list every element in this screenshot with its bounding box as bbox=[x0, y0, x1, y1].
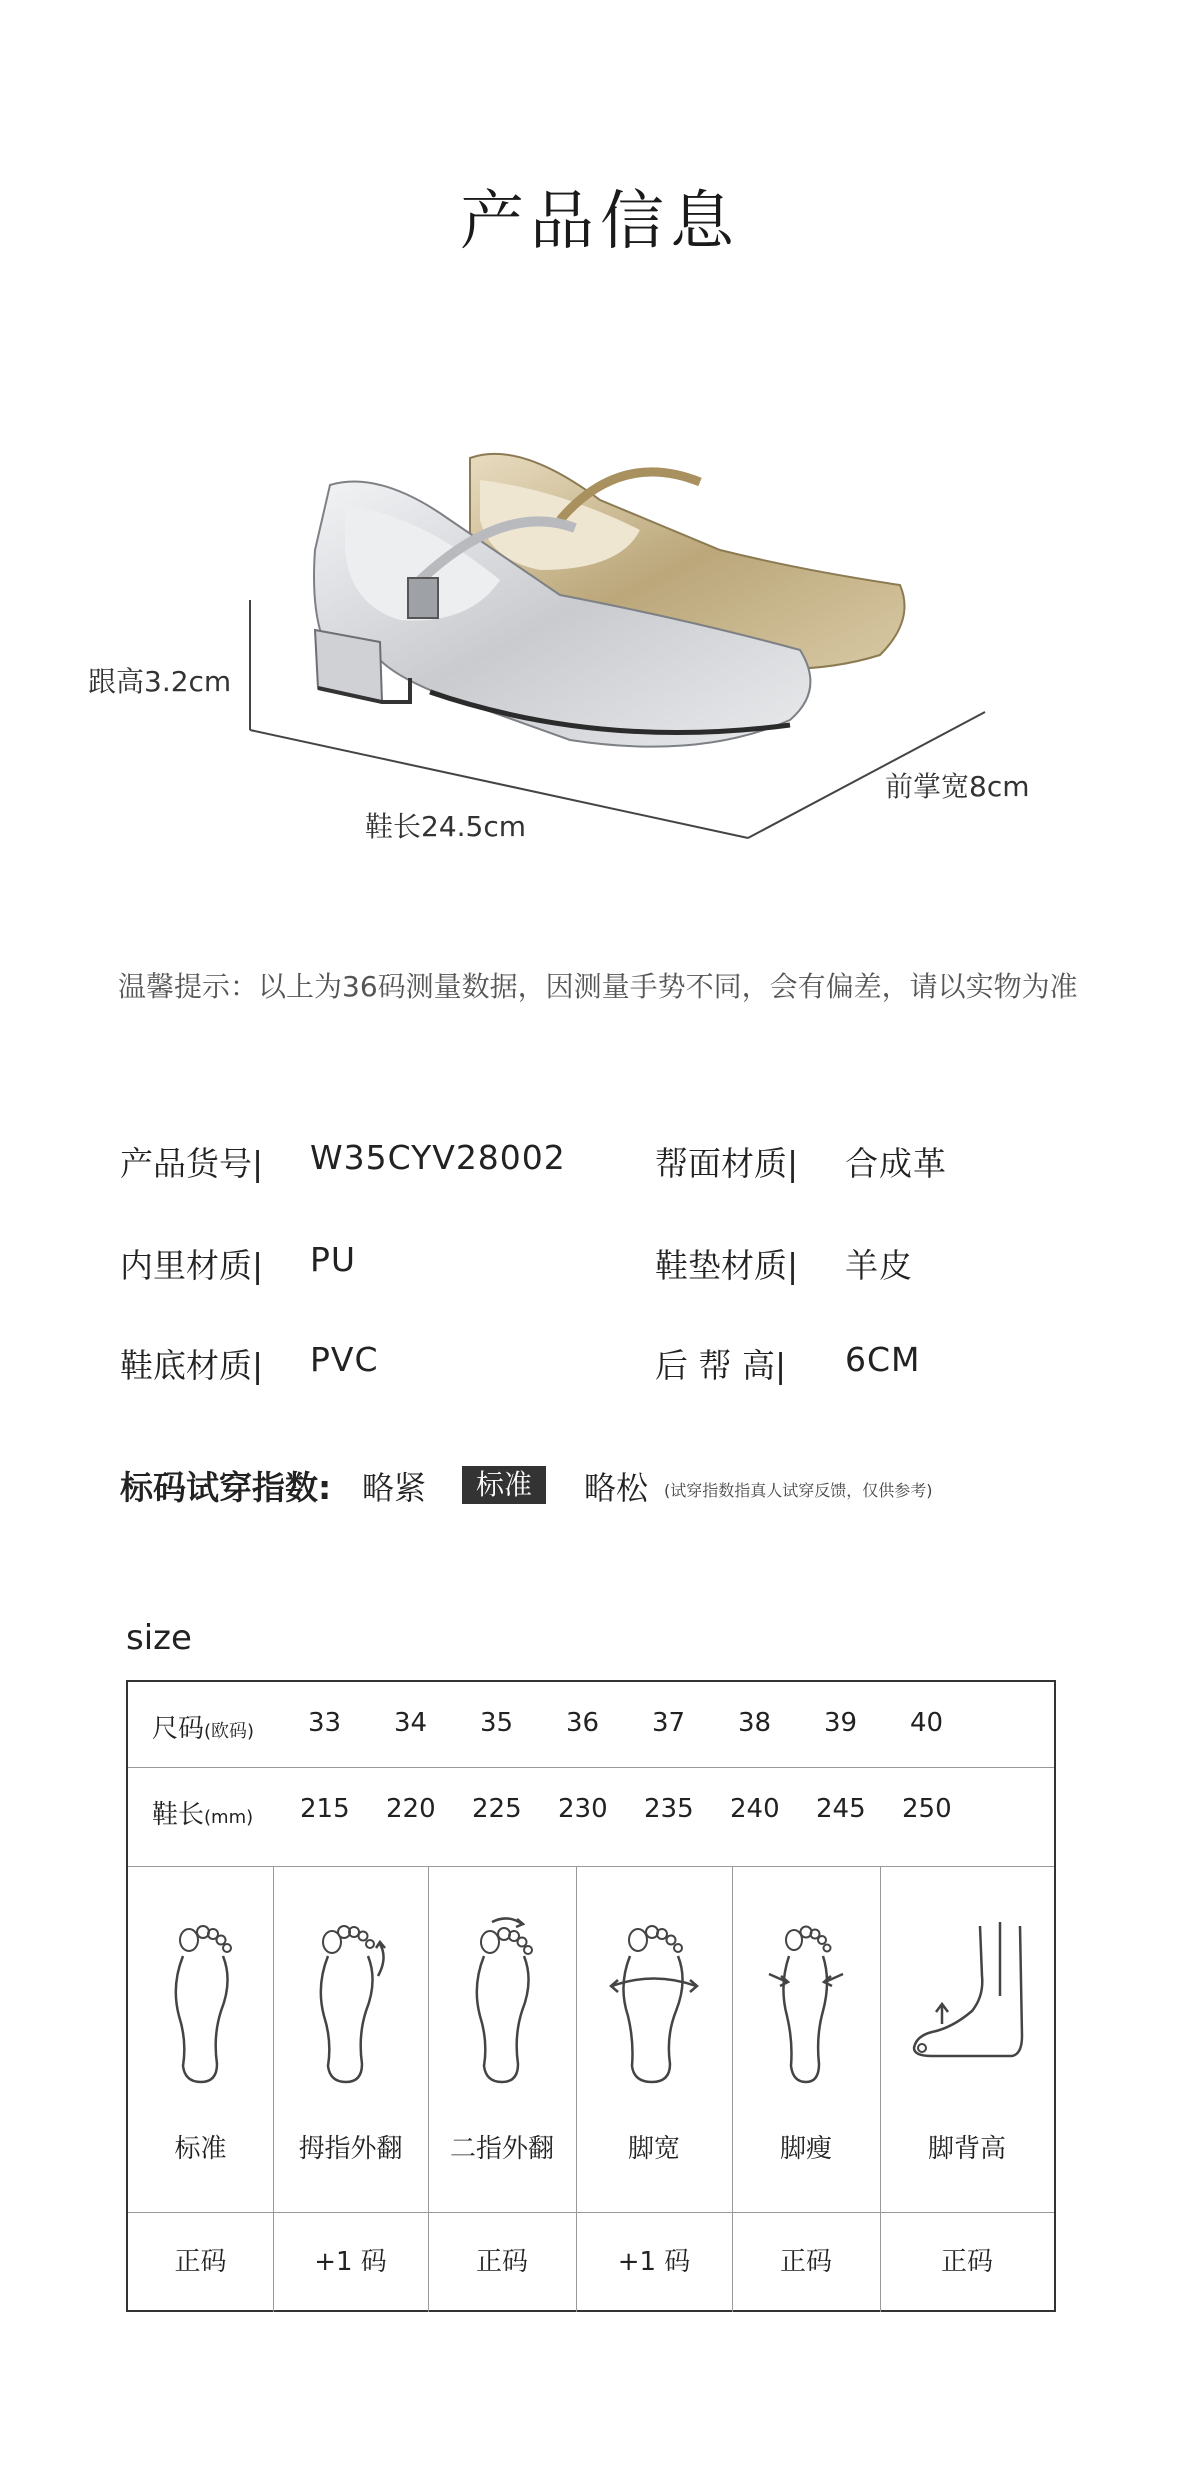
length-value: 230 bbox=[558, 1794, 608, 1824]
size-header-main: 尺码 bbox=[152, 1714, 205, 1744]
foot-high-instep-icon bbox=[902, 1916, 1032, 2086]
foot-standard-icon bbox=[161, 1916, 241, 2086]
length-value: 220 bbox=[386, 1794, 436, 1824]
product-image bbox=[0, 420, 1200, 880]
length-header-sub: (mm) bbox=[204, 1807, 254, 1828]
size-value: 36 bbox=[566, 1708, 600, 1738]
size-section-label: size bbox=[126, 1618, 192, 1658]
fit-index-note: (试穿指数指真人试穿反馈，仅供参考) bbox=[664, 1481, 933, 1500]
length-header-main: 鞋长 bbox=[152, 1800, 205, 1830]
foot-type-name: 脚瘦 bbox=[779, 2134, 832, 2164]
fit-index-title: 标码试穿指数: bbox=[120, 1468, 332, 1507]
fit-recommendation: 正码 bbox=[940, 2247, 993, 2277]
foot-type-name: 脚背高 bbox=[927, 2134, 1006, 2164]
page-title: 产品信息 bbox=[460, 185, 740, 259]
foot-second-toe-icon bbox=[462, 1916, 542, 2086]
spec-value-upper: 合成革 bbox=[845, 1144, 947, 1183]
size-value: 39 bbox=[824, 1708, 858, 1738]
shoe-illustration bbox=[0, 420, 1200, 880]
size-table bbox=[126, 1680, 1056, 2312]
spec-value-heel-counter: 6CM bbox=[845, 1340, 921, 1379]
foot-narrow-icon bbox=[761, 1916, 851, 2086]
size-row-header bbox=[152, 1708, 254, 1745]
spec-key-outsole: 鞋底材质| bbox=[120, 1346, 264, 1385]
foot-type-narrow bbox=[732, 1866, 880, 2212]
fit-recommendation: +1 码 bbox=[314, 2247, 387, 2277]
length-value: 225 bbox=[472, 1794, 522, 1824]
size-value: 40 bbox=[910, 1708, 944, 1738]
spec-key-sku: 产品货号| bbox=[120, 1144, 264, 1183]
spec-key-lining: 内里材质| bbox=[120, 1246, 264, 1285]
length-value: 215 bbox=[300, 1794, 350, 1824]
length-value: 240 bbox=[730, 1794, 780, 1824]
fit-option-loose: 略松 bbox=[584, 1469, 649, 1507]
fit-option-standard: 标准 bbox=[462, 1466, 546, 1504]
length-value: 235 bbox=[644, 1794, 694, 1824]
length-value: 245 bbox=[816, 1794, 866, 1824]
foot-type-standard bbox=[128, 1866, 273, 2212]
foot-bunion-icon bbox=[306, 1916, 396, 2086]
size-header-sub: (欧码) bbox=[204, 1721, 255, 1742]
foot-type-bunion bbox=[273, 1866, 428, 2212]
fit-recommendation: 正码 bbox=[779, 2247, 832, 2277]
measurement-notice: 温馨提示：以上为36码测量数据，因测量手势不同，会有偏差，请以实物为准 bbox=[118, 970, 1078, 1003]
foot-type-name: 脚宽 bbox=[627, 2134, 680, 2164]
foot-type-name: 标准 bbox=[174, 2134, 227, 2164]
shoe-length-label: 鞋长24.5cm bbox=[365, 810, 527, 843]
spec-key-upper: 帮面材质| bbox=[655, 1144, 799, 1183]
fit-recommendation: +1 码 bbox=[617, 2247, 691, 2277]
foot-type-wide bbox=[576, 1866, 732, 2212]
spec-key-insole: 鞋垫材质| bbox=[655, 1246, 799, 1285]
foot-type-name: 拇指外翻 bbox=[298, 2134, 403, 2164]
foot-type-high-instep bbox=[880, 1866, 1054, 2212]
length-row-header bbox=[152, 1794, 253, 1831]
fit-option-tight: 略紧 bbox=[362, 1469, 427, 1507]
foot-wide-icon bbox=[604, 1916, 704, 2086]
row-divider bbox=[128, 1767, 1054, 1768]
fit-recommendation: 正码 bbox=[475, 2247, 528, 2277]
foot-type-name: 二指外翻 bbox=[449, 2134, 554, 2164]
spec-value-sku: W35CYV28002 bbox=[310, 1138, 566, 1177]
fit-recommendation: 正码 bbox=[174, 2247, 227, 2277]
size-value: 38 bbox=[738, 1708, 772, 1738]
foot-type-second-toe bbox=[428, 1866, 576, 2212]
size-value: 34 bbox=[394, 1708, 428, 1738]
spec-key-heel-counter: 后 帮 高| bbox=[655, 1346, 787, 1385]
spec-value-insole: 羊皮 bbox=[845, 1246, 913, 1285]
size-value: 35 bbox=[480, 1708, 514, 1738]
length-value: 250 bbox=[902, 1794, 952, 1824]
size-value: 37 bbox=[652, 1708, 686, 1738]
spec-value-lining: PU bbox=[310, 1240, 357, 1279]
forefoot-width-label: 前掌宽8cm bbox=[885, 770, 1030, 803]
spec-value-outsole: PVC bbox=[310, 1340, 379, 1379]
heel-height-label: 跟高3.2cm bbox=[88, 665, 232, 698]
size-value: 33 bbox=[308, 1708, 342, 1738]
